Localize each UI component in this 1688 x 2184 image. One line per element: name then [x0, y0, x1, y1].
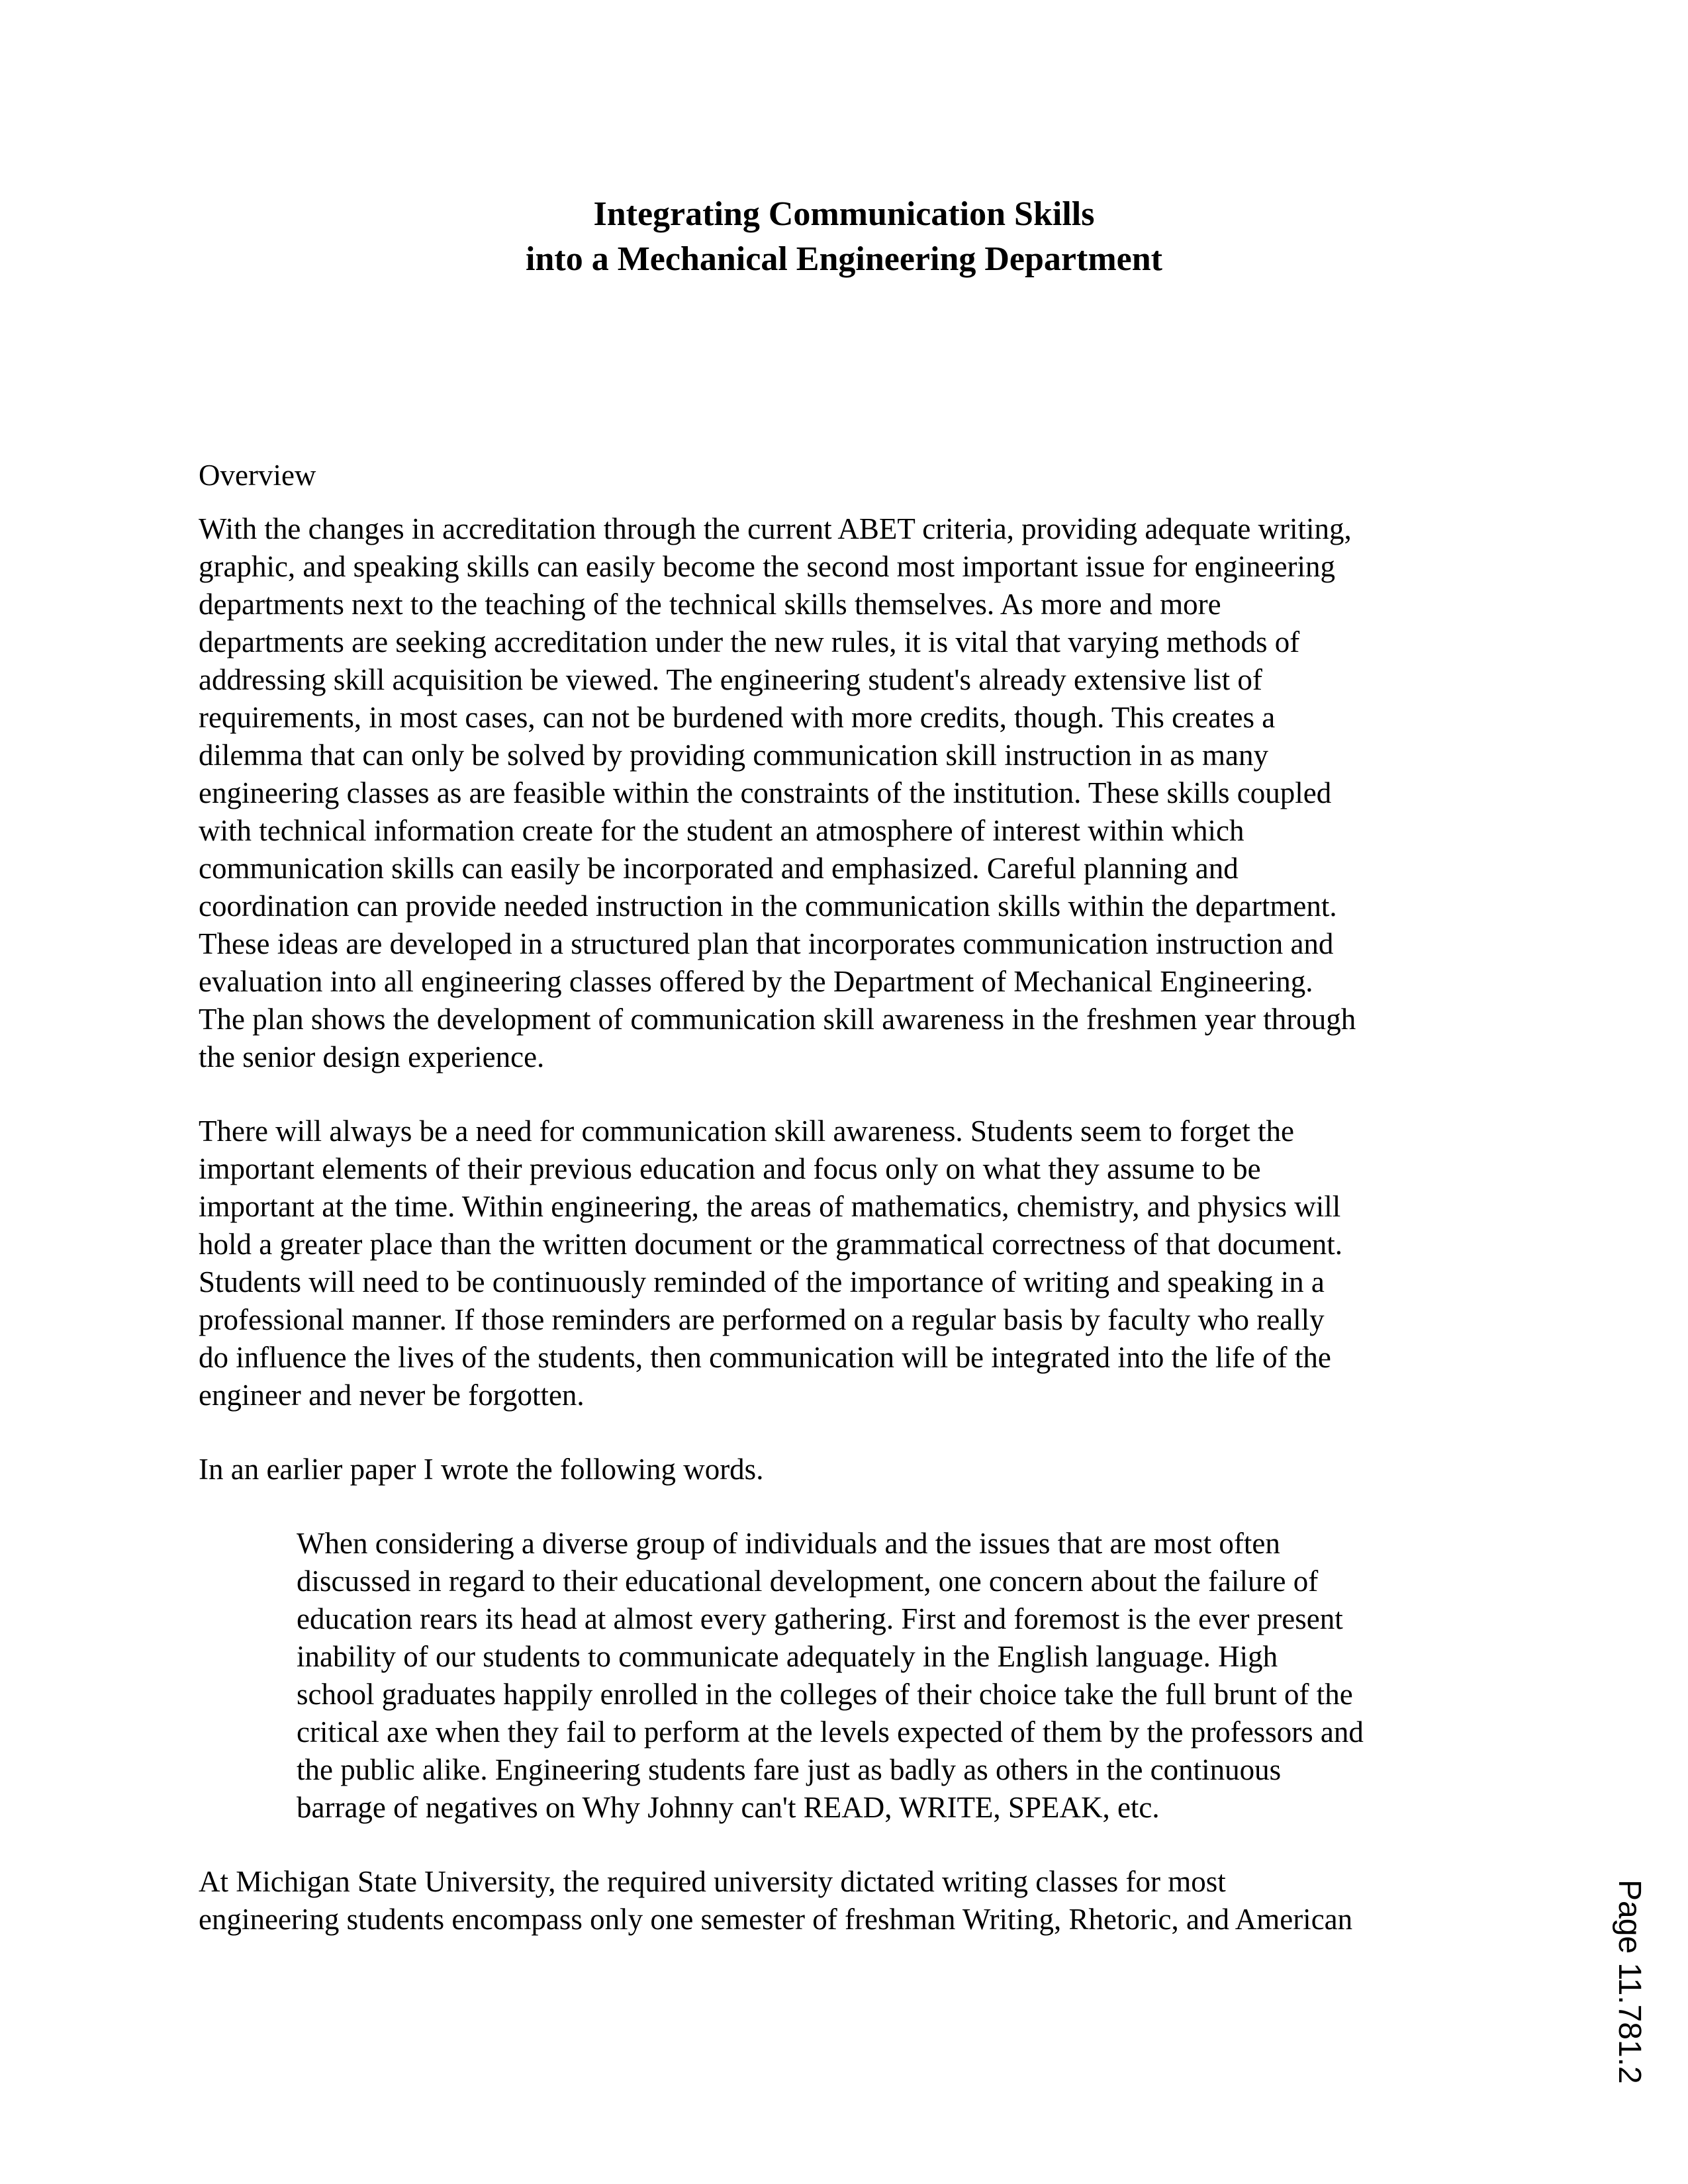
quote-line: inability of our students to communicate adequately in the English language. High [297, 1640, 1278, 1673]
paragraph-4 [199, 1863, 1489, 1938]
paragraph-line: addressing skill acquisition be viewed. The engineering student's already extensive list of [199, 663, 1262, 696]
paragraph-1 [199, 510, 1489, 1076]
paragraph-line: In an earlier paper I wrote the following words. [199, 1453, 764, 1486]
paper-body [199, 457, 1489, 1975]
paragraph-line: important elements of their previous education and focus only on what they assume to be [199, 1152, 1261, 1185]
quote-line: barrage of negatives on Why Johnny can't READ, WRITE, SPEAK, etc. [297, 1791, 1160, 1824]
paragraph-line: The plan shows the development of communication skill awareness in the freshmen year through [199, 1003, 1356, 1036]
title-line-1: Integrating Communication Skills [593, 195, 1095, 233]
title-line-2: into a Mechanical Engineering Department [526, 240, 1162, 278]
paragraph-line: engineering students encompass only one semester of freshman Writing, Rhetoric, and American [199, 1903, 1353, 1936]
paragraph-line: graphic, and speaking skills can easily become the second most important issue for engineering [199, 550, 1336, 583]
paragraph-line: evaluation into all engineering classes offered by the Department of Mechanical Engineering. [199, 965, 1313, 998]
page-number: Page 11.781.2 [1612, 1880, 1647, 2084]
paragraph-line: These ideas are developed in a structured plan that incorporates communication instruction and [199, 927, 1334, 960]
paragraph-line: requirements, in most cases, can not be burdened with more credits, though. This creates a [199, 701, 1276, 734]
paragraph-line: Students will need to be continuously reminded of the importance of writing and speaking in a [199, 1265, 1325, 1298]
quote-line: discussed in regard to their educational development, one concern about the failure of [297, 1565, 1319, 1598]
paragraph-line: professional manner. If those reminders are performed on a regular basis by faculty who really [199, 1303, 1325, 1336]
paragraph-line: hold a greater place than the written document or the grammatical correctness of that document. [199, 1228, 1343, 1261]
paragraph-line: engineer and never be forgotten. [199, 1379, 585, 1412]
block-quote [297, 1525, 1488, 1827]
paragraph-line: important at the time. Within engineering, the areas of mathematics, chemistry, and physics will [199, 1190, 1341, 1223]
paragraph-line: dilemma that can only be solved by providing communication skill instruction in as many [199, 739, 1268, 772]
paragraph-line: departments next to the teaching of the technical skills themselves. As more and more [199, 588, 1221, 621]
paragraph-line: With the changes in accreditation through the current ABET criteria, providing adequate writing, [199, 512, 1352, 545]
paragraph-line: engineering classes as are feasible within the constraints of the institution. These skills coupled [199, 776, 1332, 809]
paragraph-2 [199, 1113, 1489, 1414]
paragraph-line: communication skills can easily be incorporated and emphasized. Careful planning and [199, 852, 1239, 885]
paragraph-line: departments are seeking accreditation under the new rules, it is vital that varying methods of [199, 625, 1300, 659]
paragraph-line: coordination can provide needed instruction in the communication skills within the department. [199, 889, 1337, 923]
paragraph-3 [199, 1451, 1489, 1488]
quote-line: education rears its head at almost every gathering. First and foremost is the ever present [297, 1602, 1343, 1635]
paragraph-line: At Michigan State University, the required university dictated writing classes for most [199, 1865, 1226, 1898]
quote-line: the public alike. Engineering students fare just as badly as others in the continuous [297, 1753, 1282, 1786]
section-heading-overview: Overview [199, 459, 316, 492]
quote-line: critical axe when they fail to perform at the levels expected of them by the professors and [297, 1715, 1364, 1749]
paragraph-line: the senior design experience. [199, 1040, 545, 1073]
paragraph-line: with technical information create for the student an atmosphere of interest within which [199, 814, 1244, 847]
quote-line: When considering a diverse group of individuals and the issues that are most often [297, 1527, 1280, 1560]
paragraph-line: There will always be a need for communication skill awareness. Students seem to forget the [199, 1115, 1294, 1148]
paragraph-line: do influence the lives of the students, then communication will be integrated into the life of the [199, 1341, 1331, 1374]
quote-line: school graduates happily enrolled in the colleges of their choice take the full brunt of the [297, 1678, 1353, 1711]
paper-title [0, 192, 1688, 282]
